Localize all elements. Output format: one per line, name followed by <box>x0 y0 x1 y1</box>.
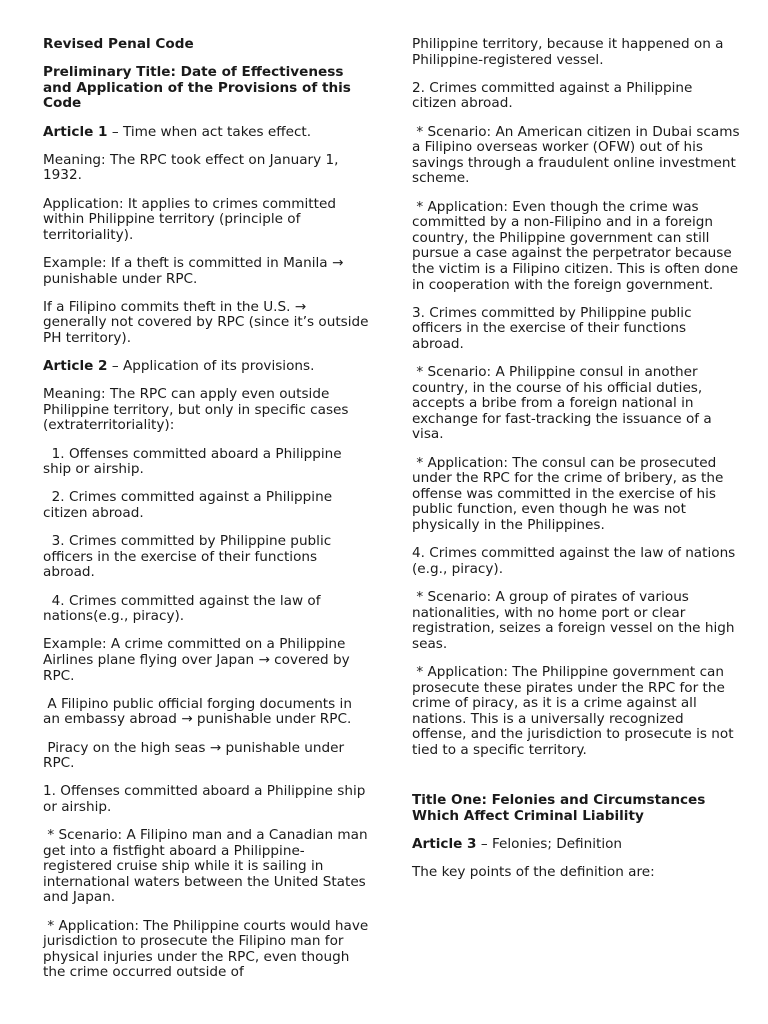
paragraph: * Scenario: A Philippine consul in another country, in the course of his official duties, accepts a bribe from a foreign national in exchange for fast-tracking the issuance of a visa. <box>412 364 717 443</box>
document-heading: Revised Penal Code <box>43 36 194 52</box>
article-2-text: – Application of its provisions. <box>107 358 315 375</box>
paragraph: Example: A crime committed on a Philippine Airlines plane flying over Japan → covered by RPC. <box>43 636 354 684</box>
paragraph: If a Filipino commits theft in the U.S. → generally not covered by RPC (since it’s outside PH territory). <box>43 298 373 346</box>
paragraph: * Scenario: An American citizen in Dubai scams a Filipino overseas worker (OFW) out of his savings through a fraudulent online investment scheme. <box>412 123 744 187</box>
article-1-text: – Time when act takes effect. <box>107 123 312 140</box>
paragraph: * Application: Even though the crime was committed by a non-Filipino and in a foreign country, the Philippine government can still pursue a case against the perpetrator because the victim is a Filipino citizen. This is often done in cooperation with the foreign government. <box>412 198 743 293</box>
article-2-label: Article 2 <box>43 358 108 375</box>
right-column <box>412 36 744 893</box>
paragraph: 3. Crimes committed by Philippine public officers in the exercise of their functions abroad. <box>412 304 696 352</box>
list-item: 2. Crimes committed against a Philippine citizen abroad. <box>43 489 337 521</box>
paragraph: * Application: The Philippine government can prosecute these pirates under the RPC for the crime of piracy, as it is a crime against all nations. This is a universally recognized offense, and the jurisdiction to prosecute is not tied to a specific territory. <box>412 663 738 758</box>
article-3-label: Article 3 <box>412 835 477 852</box>
paragraph: Philippine territory, because it happened on a Philippine-registered vessel. <box>412 36 728 68</box>
paragraph: * Application: The Philippine courts would have jurisdiction to prosecute the Filipino man for physical injuries under the RPC, even though the crime occurred outside of <box>43 917 373 981</box>
left-column <box>43 37 371 994</box>
paragraph: Meaning: The RPC can apply even outside Philippine territory, but only in specific cases (extraterritoriality): <box>43 386 353 434</box>
paragraph: * Scenario: A Filipino man and a Canadian man get into a fistfight aboard a Philippine-registered cruise ship while it is sailing in international waters between the United States and Japan. <box>43 827 372 906</box>
paragraph: Meaning: The RPC took effect on January 1, 1932. <box>43 151 343 184</box>
list-item: 3. Crimes committed by Philippine public officers in the exercise of their functions abroad. <box>43 533 336 581</box>
paragraph: Piracy on the high seas → punishable under RPC. <box>43 739 349 772</box>
list-item: 4. Crimes committed against the law of nations(e.g., piracy). <box>43 592 325 625</box>
paragraph: A Filipino public official forging documents in an embassy abroad → punishable under RPC. <box>43 695 357 728</box>
paragraph: Application: It applies to crimes committed within Philippine territory (principle of territoriality). <box>43 195 341 243</box>
article-1-paragraph <box>43 125 371 141</box>
article-3-text: – Felonies; Definition <box>476 835 623 852</box>
list-item: 1. Offenses committed aboard a Philippine ship or airship. <box>43 445 346 478</box>
paragraph: The key points of the definition are: <box>412 864 655 881</box>
paragraph: 2. Crimes committed against a Philippine citizen abroad. <box>412 79 697 112</box>
article-1-label: Article 1 <box>43 123 108 140</box>
article-3-paragraph <box>412 837 740 853</box>
article-2-paragraph <box>43 359 371 375</box>
paragraph: 1. Offenses committed aboard a Philippine ship or airship. <box>43 783 370 815</box>
paragraph: * Scenario: A group of pirates of various nationalities, with no home port or clear registration, seizes a foreign vessel on the high seas. <box>412 588 739 652</box>
paragraph: 4. Crimes committed against the law of nations (e.g., piracy). <box>412 545 740 577</box>
title-one-heading: Title One: Felonies and Circumstances Which Affect Criminal Liability <box>412 792 711 824</box>
paragraph: Example: If a theft is committed in Manila → punishable under RPC. <box>43 254 348 287</box>
spacer <box>412 771 740 793</box>
paragraph: * Application: The consul can be prosecuted under the RPC for the crime of bribery, as the offense was committed in the exercise of his public function, even though he was not physically in the Philippines. <box>412 454 728 533</box>
preliminary-title: Preliminary Title: Date of Effectiveness and Application of the Provisions of this Code <box>43 64 356 112</box>
